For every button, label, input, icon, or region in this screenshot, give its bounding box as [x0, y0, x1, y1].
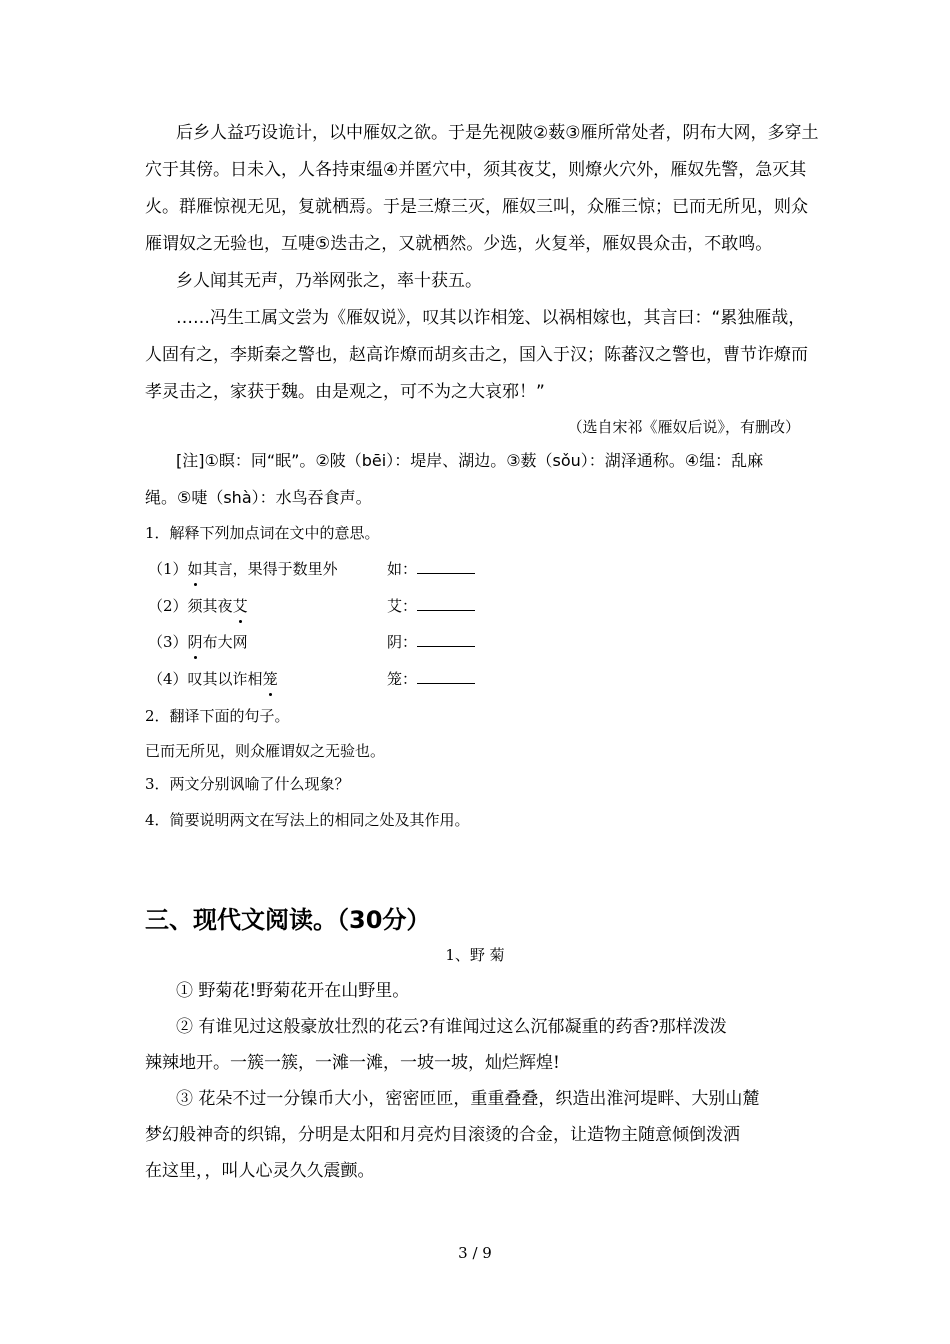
article-title: 1、野 菊: [445, 946, 505, 964]
article-paragraph-line: ② 有谁见过这般豪放壮烈的花云?有谁闻过这么沉郁凝重的药香?那样泼泼: [176, 1017, 727, 1037]
question-2: 2．翻译下面的句子。: [145, 707, 290, 725]
classical-paragraph-line: 火。群雁惊视无见，复就栖焉。于是三燎三灭，雁奴三叫，众雁三惊；已而无所见，则众: [145, 197, 808, 217]
classical-paragraph-line: 乡人闻其无声，乃举网张之，率十获五。: [176, 271, 482, 291]
article-paragraph-line: ③ 花朵不过一分镍币大小，密密匝匝，重重叠叠，织造出淮河堤畔、大别山麓: [176, 1089, 760, 1109]
source-citation: （选自宋祁《雁奴后说》，有删改）: [567, 418, 800, 436]
classical-paragraph-line: 人固有之，李斯秦之警也，赵高诈燎而胡亥击之，国入于汉；陈蕃汉之警也，曹节诈燎而: [145, 345, 808, 365]
answer-blank[interactable]: [417, 558, 475, 574]
article-paragraph-line: 梦幻般神奇的织锦，分明是太阳和月亮灼目滚烫的合金，让造物主随意倾倒泼洒: [145, 1125, 740, 1145]
answer-blank[interactable]: [417, 595, 475, 611]
q1-item-2: （2）须其夜艾: [148, 597, 248, 615]
article-paragraph-line: 在这里，，叫人心灵久久震颤。: [145, 1161, 375, 1181]
answer-blank[interactable]: [417, 668, 475, 684]
dotted-character: 阴: [187, 633, 203, 651]
q1-item-4: （4）叹其以诈相笼: [148, 670, 278, 688]
classical-paragraph-line: ……冯生工属文尝为《雁奴说》，叹其以诈相笼、以祸相嫁也，其言曰：“累独雁哉，: [176, 308, 806, 328]
classical-paragraph-line: 孝灵击之，家获于魏。由是观之，可不为之大哀邪！”: [145, 382, 545, 402]
question-3: 3．两文分别讽喻了什么现象？: [145, 775, 350, 793]
q1-answer-4: 笼：: [387, 668, 475, 689]
classical-paragraph-line: 穴于其傍。日未入，人各持束缊④并匿穴中，须其夜艾，则燎火穴外，雁奴先警，急灭其: [145, 160, 807, 180]
annotation-line: [注]①瞑：同“眠”。②陂（bēi）：堤岸、湖边。③薮（sǒu）：湖泽通称。④缊：乱麻: [176, 451, 764, 470]
classical-paragraph-line: 后乡人益巧设诡计，以中雁奴之欲。于是先视陂②薮③雁所常处者，阴布大网，多穿土: [176, 123, 819, 143]
dotted-character: 如: [187, 560, 203, 578]
answer-blank[interactable]: [417, 631, 475, 647]
annotation-line: 绳。⑤啑（shà）：水鸟吞食声。: [145, 488, 372, 507]
page-number: 3 / 9: [458, 1244, 492, 1262]
question-2-sentence: 已而无所见，则众雁谓奴之无验也。: [145, 742, 386, 760]
q1-answer-3: 阴：: [387, 631, 475, 652]
q1-answer-1: 如：: [387, 558, 475, 579]
dotted-character: 艾: [232, 597, 248, 615]
q1-item-1: （1）如其言，果得于数里外: [148, 560, 338, 578]
dotted-character: 笼: [262, 670, 278, 688]
article-paragraph-line: 辣辣地开。一簇一簇，一滩一滩，一坡一坡，灿烂辉煌!: [145, 1053, 560, 1073]
classical-paragraph-line: 雁谓奴之无验也，互啑⑤迭击之，又就栖然。少选，火复举，雁奴畏众击，不敢鸣。: [145, 234, 773, 254]
q1-answer-2: 艾：: [387, 595, 475, 616]
q1-item-3: （3）阴布大网: [148, 633, 248, 651]
section-heading: 三、现代文阅读。（30分）: [145, 906, 431, 934]
question-1: 1．解释下列加点词在文中的意思。: [145, 524, 380, 542]
article-paragraph-line: ① 野菊花!野菊花开在山野里。: [176, 981, 410, 1001]
question-4: 4．简要说明两文在写法上的相同之处及其作用。: [145, 811, 470, 829]
